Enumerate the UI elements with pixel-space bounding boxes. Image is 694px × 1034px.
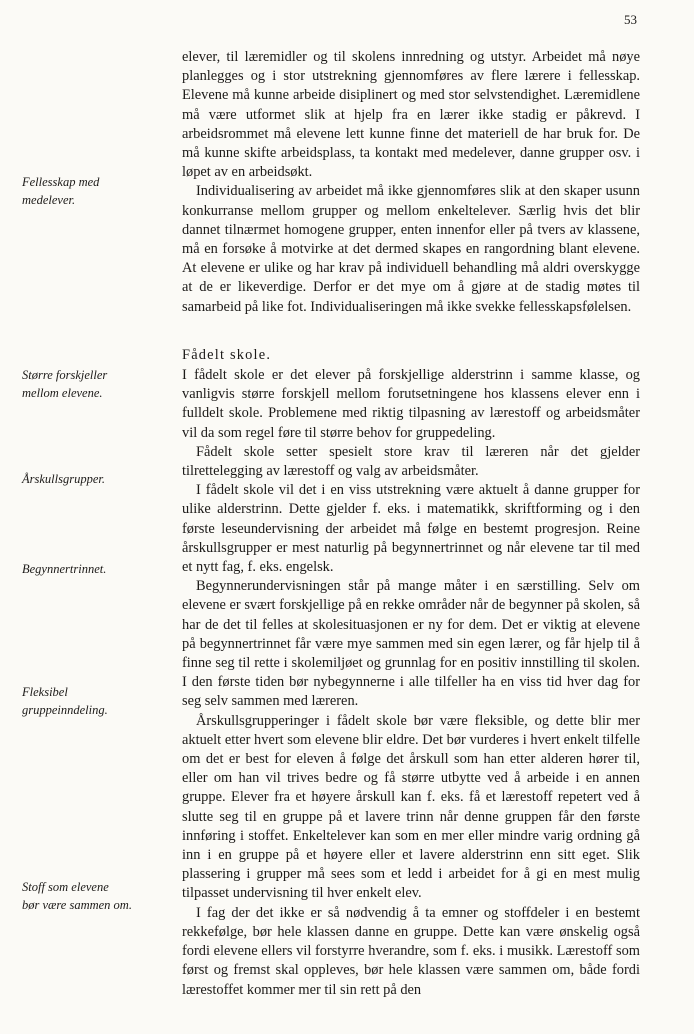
page-number: 53 [624,12,637,27]
paragraph: Individualisering av arbeidet må ikke gjennomføres slik at den skaper usunn konkurranse mellom grupper og mellom enkeltelever. Særlig hvis det blir dannet tilnærmet homogene grupper, enten innenfor eller på tvers av klassene, må en forsøke å motvirke at det dermed skapes en rangordning blant elevene. At elevene er ulike og har krav på individuell behandling må aldri overskygge at de er likeverdige. Derfor er det mye om å gjøre at de stadig møtes til samarbeid på like fot. Individualiseringen må ikke svekke fellesskapsfølelsen. [182,183,640,315]
margin-note-fellesskap: Fellesskap med medelever. [22,175,100,207]
paragraph: I fag der det ikke er så nødvendig å ta emner og stoffdeler i en bestemt rekkefølge, bør hele klassen danne en gruppe. Dette kan være ønskelig også fordi elevene ellers vil forstyrre hverandre, som f. eks. i musikk. Lærestoff som først og fremst skal oppleves, bør hele klassen være sammen om, både fordi lærestoffet kommer mer til sin rett på den [182,904,640,998]
margin-note-arskullsgrupper: Årskullsgrupper. [22,472,105,486]
margin-note-begynnertrinnet: Begynnertrinnet. [22,562,107,576]
paragraph: elever, til læremidler og til skolens innredning og utstyr. Arbeidet må nøye planlegges og i stor utstrekning gjennomføres av flere lærere i fellesskap. Elevene må kunne arbeide disiplinert og med stor selvstendighet. Læremidlene må være utformet slik at hjelp fra en lærer ikke stadig er påkrevd. I arbeidsrommet må elevene lett kunne finne det materiell de har bruk for. De må kunne skifte arbeidsplass, ta kontakt med medelever, danne grupper osv. i løpet av en arbeidsøkt. [182,49,640,181]
paragraph: I fådelt skole er det elever på forskjellige alderstrinn i samme klasse, og vanligvis større forskjell mellom forutsetningene hos klassens elever enn i fulldelt skole. Problemene med riktig tilpasning av lærestoff og arbeidsmåter vil da som regel føre til større behov for gruppedeling. [182,367,640,441]
paragraph: Årskullsgrupperinger i fådelt skole bør være fleksible, og dette blir mer aktuelt etter hvert som elevene blir eldre. Det bør vurderes i hvert enkelt tilfelle om det er best for eleven å følge det årskull som han etter alderen hører til, eller om han vil trives bedre og få større utbytte ved å arbeide i en annen gruppe. Elever fra et høyere årskull kan f. eks. få et lærestoff repetert ved å slutte seg til en gruppe på et lavere trinn når denne gruppen får den første innføring i stoffet. Enkeltelever kan som en mer eller mindre varig ordning gå inn i en gruppe på et høyere eller et lavere alderstrinn enn sitt eget. Slik plassering i grupper må sees som et ledd i arbeidet for å gi en mest mulig tilpasset undervisning til hver enkelt elev. [182,712,640,902]
margin-note-stoff: Stoff som elevene bør være sammen om. [22,880,132,912]
body-text-block-1 [182,48,640,317]
paragraph: I fådelt skole vil det i en viss utstrekning være aktuelt å danne grupper for ulike alderstrinn. Dette gjelder f. eks. i matematikk, skriftforming og i den første leseundervisning der arbeidet må følge en bestemt progresjon. Reine årskullsgrupper er mest naturlig på begynnertrinnet og når elevene tar til med et nytt fag, f. eks. engelsk. [182,482,640,576]
paragraph: Fådelt skole setter spesielt store krav til læreren når det gjelder tilrettelegging av lærestoff og valg av arbeidsmåter. [182,443,640,480]
margin-note-fleksibel: Fleksibel gruppeinndeling. [22,685,108,717]
body-text-block-2 [182,366,640,1000]
margin-note-storre-forskjeller: Større forskjeller mellom elevene. [22,368,108,400]
paragraph: Begynnerundervisningen står på mange måter i en særstilling. Selv om elevene er svært forskjellige på en rekke områder når de begynner på skolen, så har de det til felles at skolesituasjonen er ny for dem. Det er viktig at elevene på begynnertrinnet får være mye sammen med sin egen lærer, og får hjelp til å finne seg til rette i skolemiljøet og grunnlag for en positiv innstilling til skolen. I den første tiden bør nybegynnerne i alle tilfeller ha en viss tid hver dag for seg selv sammen med læreren. [182,578,640,710]
section-heading: Fådelt skole. [182,347,272,363]
